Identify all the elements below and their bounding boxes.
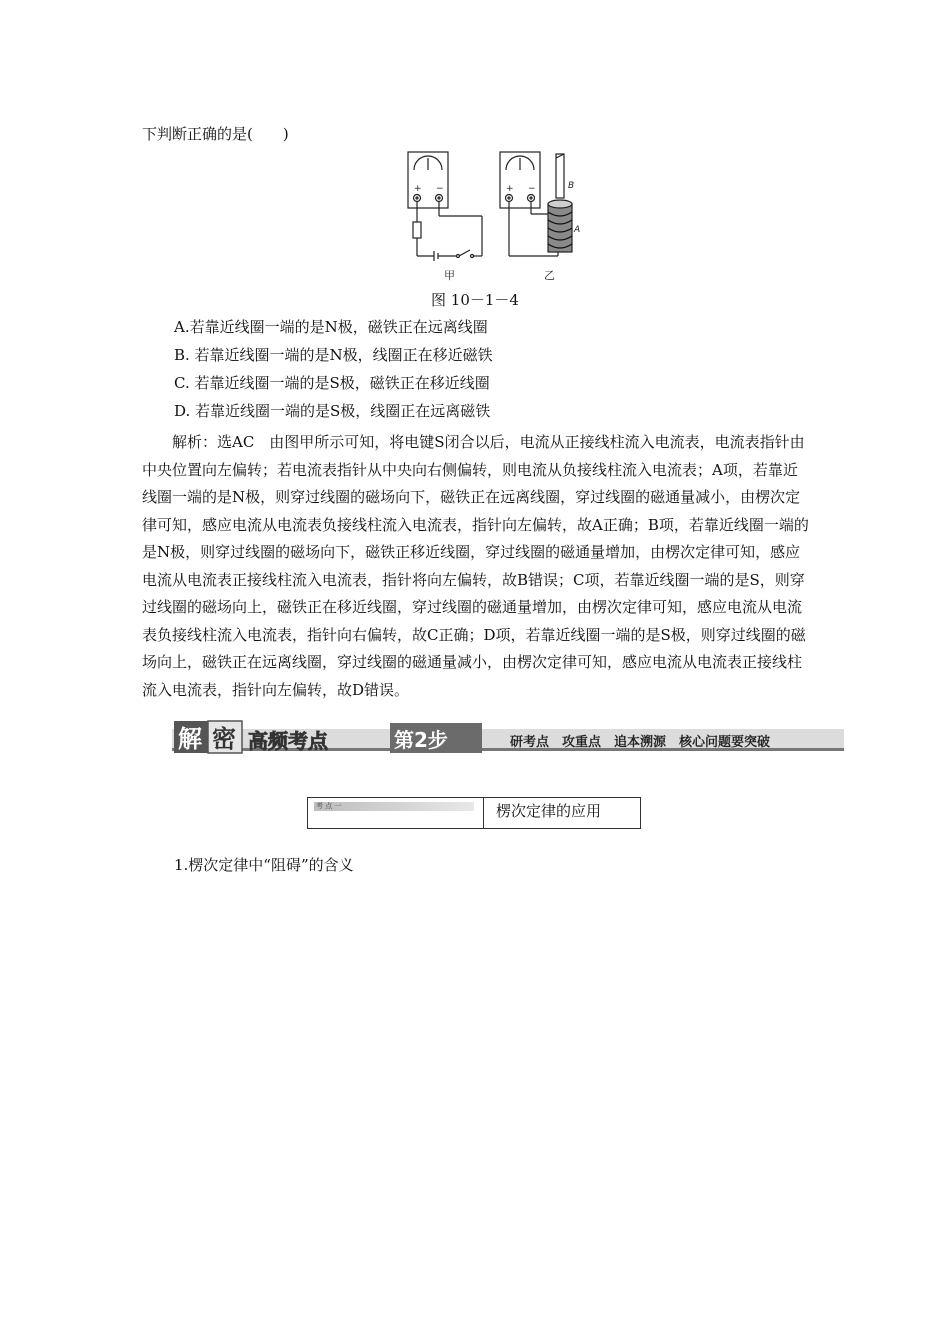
option-c: C. 若靠近线圈一端的是S极，磁铁正在移近线圈 <box>174 374 490 392</box>
topic-box <box>307 797 641 829</box>
topic-title: 楞次定律的应用 <box>496 802 602 820</box>
section-banner <box>172 719 844 757</box>
plus-label-right: + <box>506 184 514 194</box>
figure-caption: 图 10－1－4 <box>431 291 519 309</box>
banner-char-2: 密 <box>212 725 236 753</box>
banner-char-1: 解 <box>178 725 202 753</box>
magnet-label: B <box>568 181 575 191</box>
banner-section: 第2步 <box>394 728 448 752</box>
analysis-text: 解析：选AC 由图甲所示可知，将电键S闭合以后，电流从正接线柱流入电流表，电流表指针由中央位置向左偏转；若电流表指针从中央向右侧偏转，则电流从负接线柱流入电流表；A项，若靠近线圈一端的是N极，则穿过线圈的磁场向下，磁铁正在远离线圈，穿过线圈的磁通量减小，由楞次定律可知，感应电流从电流表负接线柱流入电流表，指针向左偏转，故A正确；B项，若靠近线圈一端的是N极，则穿过线圈的磁场向下，磁铁正移近线圈，穿过线圈的磁通量增加，由楞次定律可知，感应电流从电流表正接线柱流入电流表，指针将向左偏转，故B错误；C项，若靠近线圈一端的是S，则穿过线圈的磁场向上，磁铁正在移近线圈，穿过线圈的磁通量增加，由楞次定律可知，感应电流从电流表负接线柱流入电流表，指针向右偏转，故C正确；D项，若靠近线圈一端的是S极，则穿过线圈的磁场向上，磁铁正在远离线圈，穿过线圈的磁通量减小，由楞次定律可知，感应电流从电流表正接线柱流入电流表，指针向左偏转，故D错误。 <box>142 433 809 699</box>
figure-label-right: 乙 <box>544 269 555 282</box>
question-stem: 下判断正确的是( ) <box>142 125 289 143</box>
coil-label: A <box>574 225 580 235</box>
option-b: B. 若靠近线圈一端的是N极，线圈正在移近磁铁 <box>174 346 493 364</box>
banner-title: 高频考点 <box>248 729 328 753</box>
banner-slogan: 研考点 攻重点 追本溯源 核心问题要突破 <box>510 735 771 750</box>
topic-tag-text: 考 点 一 <box>316 802 342 810</box>
plus-label-left: + <box>414 184 422 194</box>
figure-label-left: 甲 <box>444 269 455 282</box>
minus-label-right: − <box>528 184 536 194</box>
topic-tag-cell <box>308 798 484 828</box>
option-a: A.若靠近线圈一端的是N极，磁铁正在远离线圈 <box>174 318 488 336</box>
circuit-figure <box>400 148 580 284</box>
subheading: 1.楞次定律中“阻碍”的含义 <box>174 856 354 874</box>
option-d: D. 若靠近线圈一端的是S极，线圈正在远离磁铁 <box>174 402 491 420</box>
analysis-paragraph <box>142 429 812 704</box>
minus-label-left: − <box>436 184 444 194</box>
